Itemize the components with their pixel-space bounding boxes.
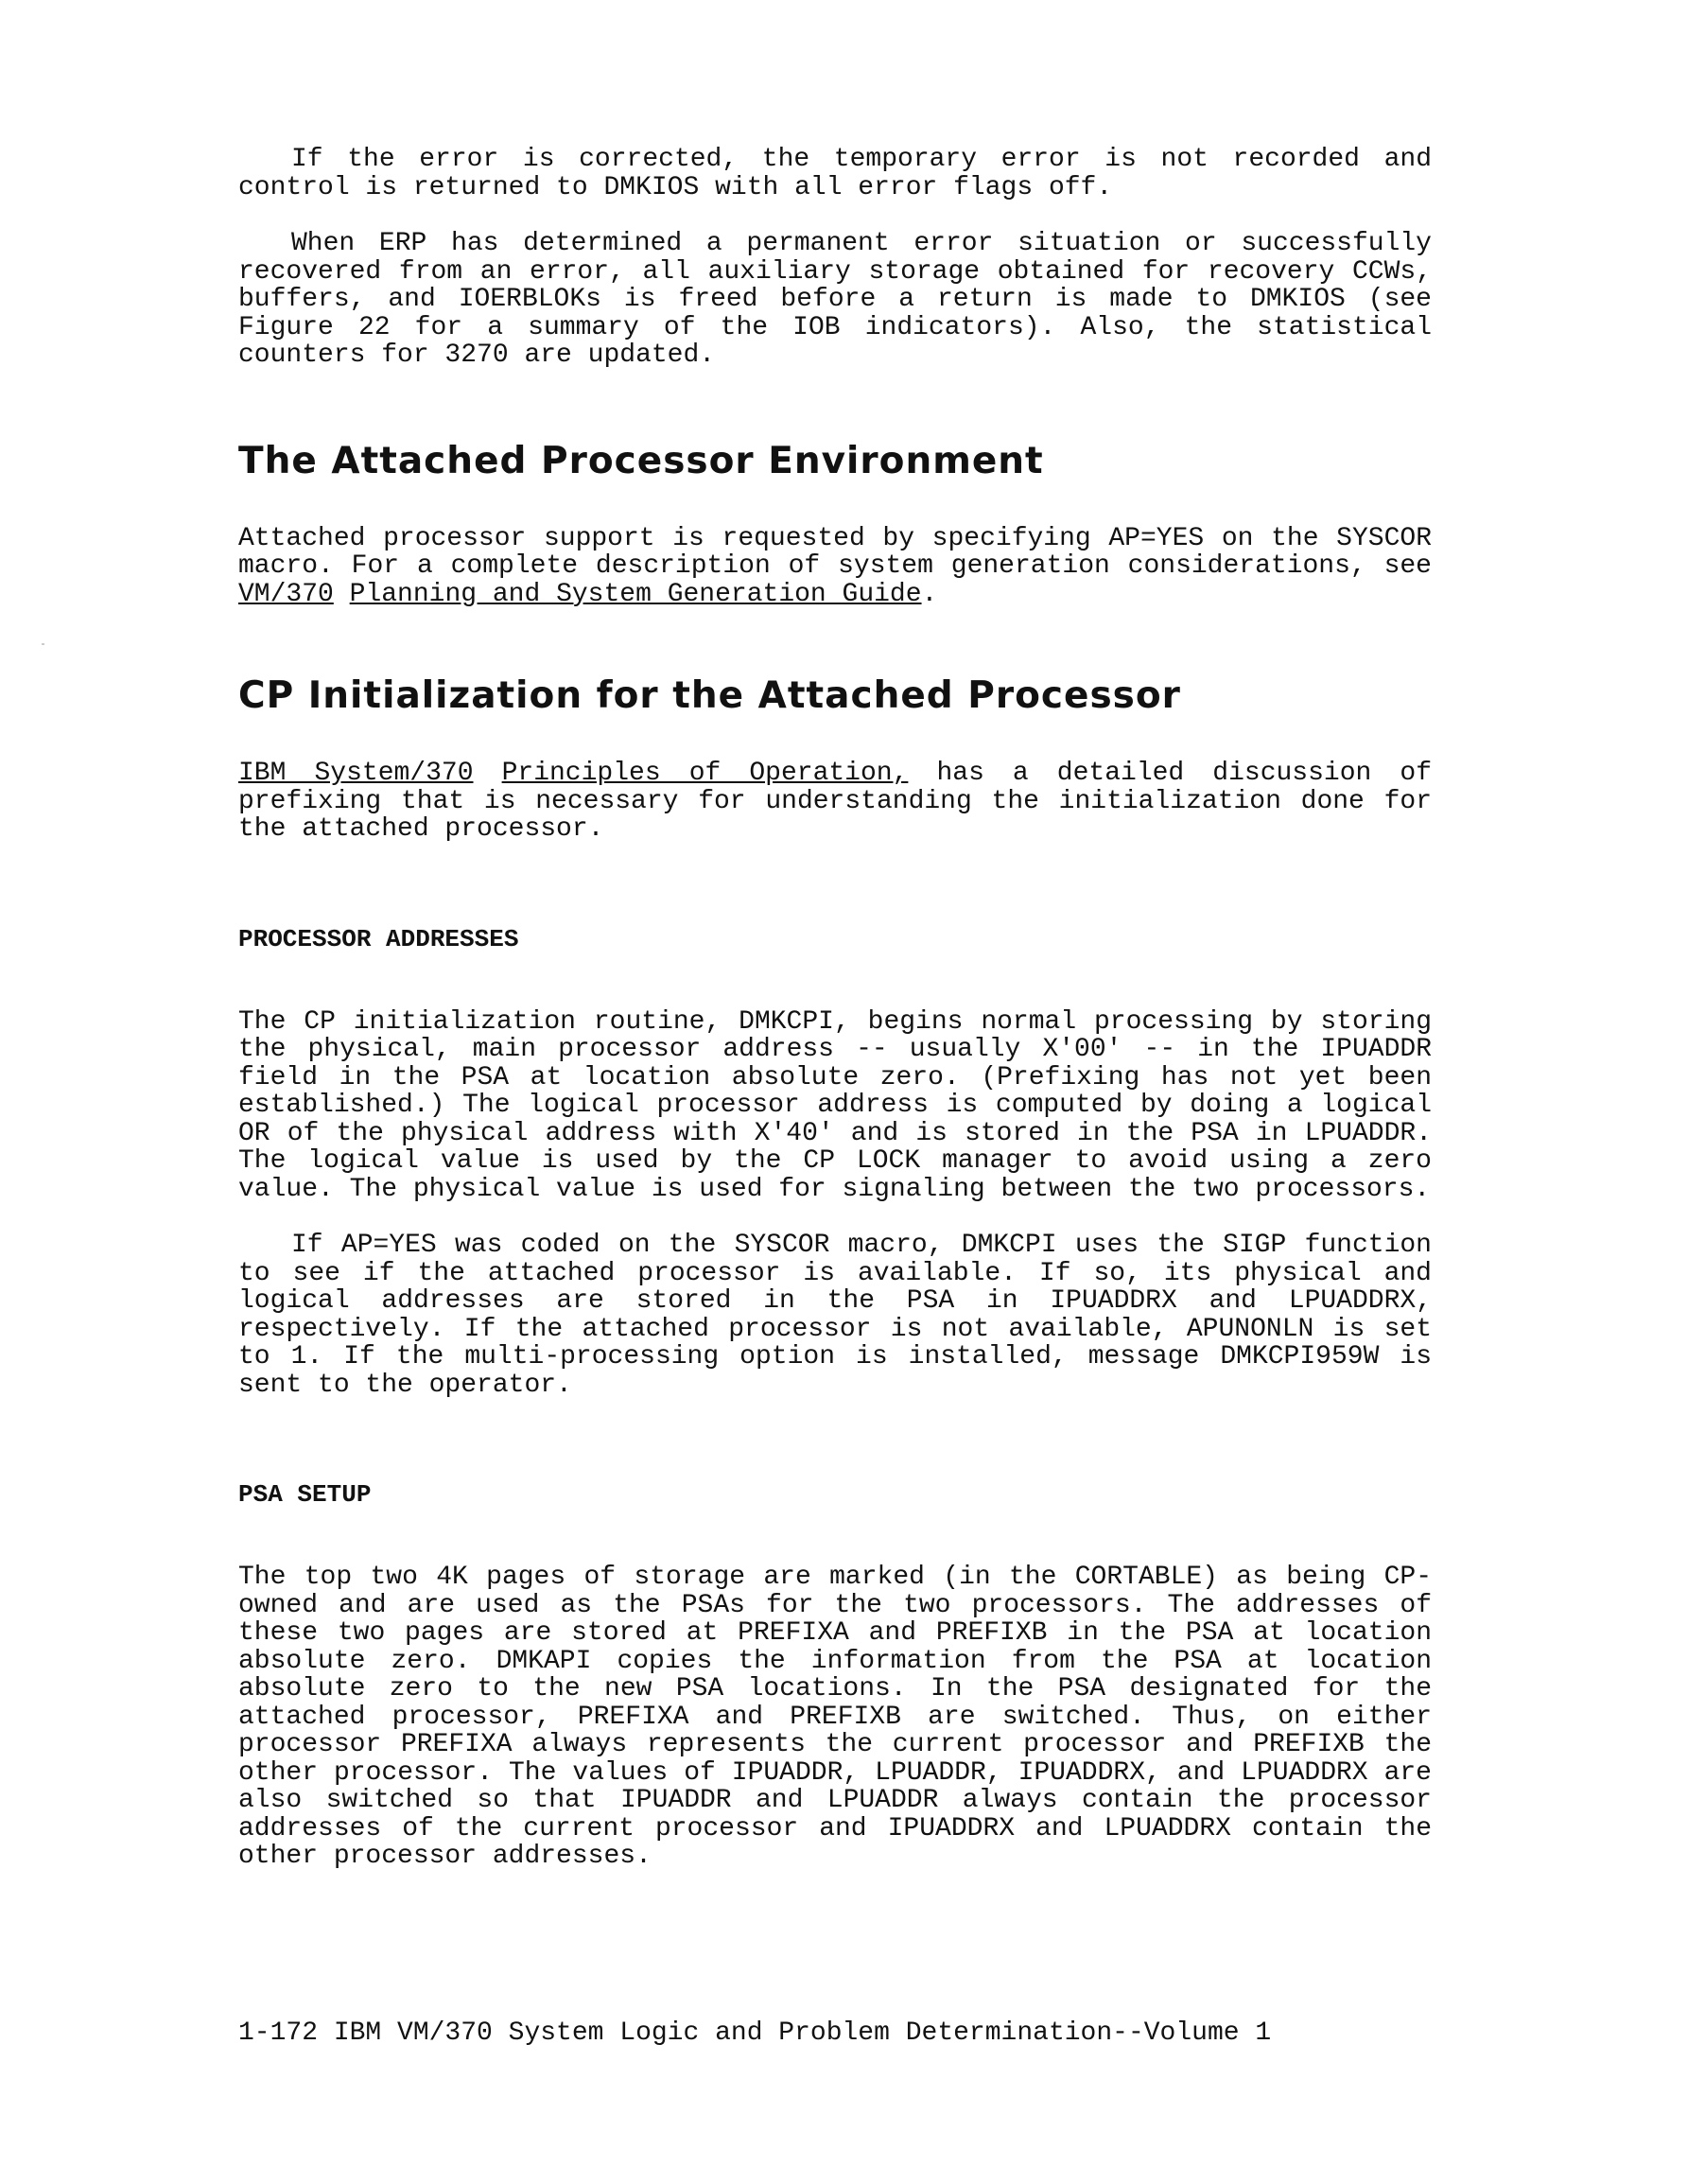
paragraph-error-corrected: If the error is corrected, the temporary error is not recorded and control is returned to DMKIOS with all error flags off. bbox=[238, 145, 1448, 202]
scan-speck bbox=[42, 643, 44, 645]
prefixing-text: has a detailed discussion of prefixing that is necessary for understanding the initialization done for the attached processor. bbox=[238, 759, 1448, 844]
ref-planning-guide: Planning and System Generation Guide bbox=[349, 579, 922, 609]
ref-space bbox=[334, 580, 350, 609]
page-body bbox=[238, 145, 1448, 1871]
paragraph-ap-support bbox=[238, 523, 1448, 609]
ap-support-end: . bbox=[921, 579, 938, 609]
ref-space-2 bbox=[474, 759, 502, 788]
paragraph-dmkcpi-routine: The CP initialization routine, DMKCPI, begins normal processing by storing the physical, main processor address -- usually X'00' -- in the IPUADDR field in the PSA at location absolute zero. (Prefixing has not yet been established.) The logical processor address is computed by doing a logical OR of the physical address with X'40' and is stored in the PSA in LPUADDR. The logical value is used by the CP LOCK manager to avoid using a zero value. The physical value is used for signaling between the two processors. bbox=[238, 1006, 1448, 1204]
paragraph-ap-yes-sigp: If AP=YES was coded on the SYSCOR macro, DMKCPI uses the SIGP function to see if the attached processor is available. If so, its physical and logical addresses are stored in the PSA in IPUADDRX and LPUADDRX, respectively. If the attached processor is not available, APUNONLN is set to 1. If the multi-processing option is installed, message DMKCPI959W is sent to the operator. bbox=[238, 1231, 1448, 1400]
paragraph-erp-recovery: When ERP has determined a permanent error situation or successfully recovered from an error, all auxiliary storage obtained for recovery CCWs, buffers, and IOERBLOKs is freed before a return is made to DMKIOS (see Figure 22 for a summary of the IOB indicators). Also, the statistical counters for 3270 are updated. bbox=[238, 229, 1448, 370]
paragraph-psa-pages: The top two 4K pages of storage are marked (in the CORTABLE) as being CP-owned and are used as the PSAs for the two processors. The addresses of these two pages are stored at PREFIXA and PREFIXB in the PSA at location absolute zero. DMKAPI copies the information from the PSA at location absolute zero to the new PSA locations. In the PSA designated for the attached processor, PREFIXA and PREFIXB are switched. Thus, on either processor PREFIXA always represents the current processor and PREFIXB the other processor. The values of IPUADDR, LPUADDR, IPUADDRX, and LPUADDRX are also switched so that IPUADDR and LPUADDR always contain the processor addresses of the current processor and IPUADDRX and LPUADDRX contain the other processor addresses. bbox=[238, 1563, 1448, 1871]
ref-principles-of-operation: Principles of Operation, bbox=[501, 759, 909, 788]
ap-support-text: Attached processor support is requested by specifying AP=YES on the SYSCOR macro. For a complete description of system generation considerations, see bbox=[238, 523, 1448, 581]
ref-vm370: VM/370 bbox=[238, 579, 334, 609]
subheading-processor-addresses: PROCESSOR ADDRESSES bbox=[238, 924, 519, 953]
page-footer: 1-172 IBM VM/370 System Logic and Problem Determination--Volume 1 bbox=[238, 2018, 1272, 2048]
heading-cp-initialization: CP Initialization for the Attached Processor bbox=[238, 674, 1181, 717]
ref-ibm-system370: IBM System/370 bbox=[238, 759, 474, 788]
heading-attached-processor-environment: The Attached Processor Environment bbox=[238, 439, 1044, 482]
paragraph-prefixing bbox=[238, 759, 1448, 844]
subheading-psa-setup: PSA SETUP bbox=[238, 1480, 372, 1509]
